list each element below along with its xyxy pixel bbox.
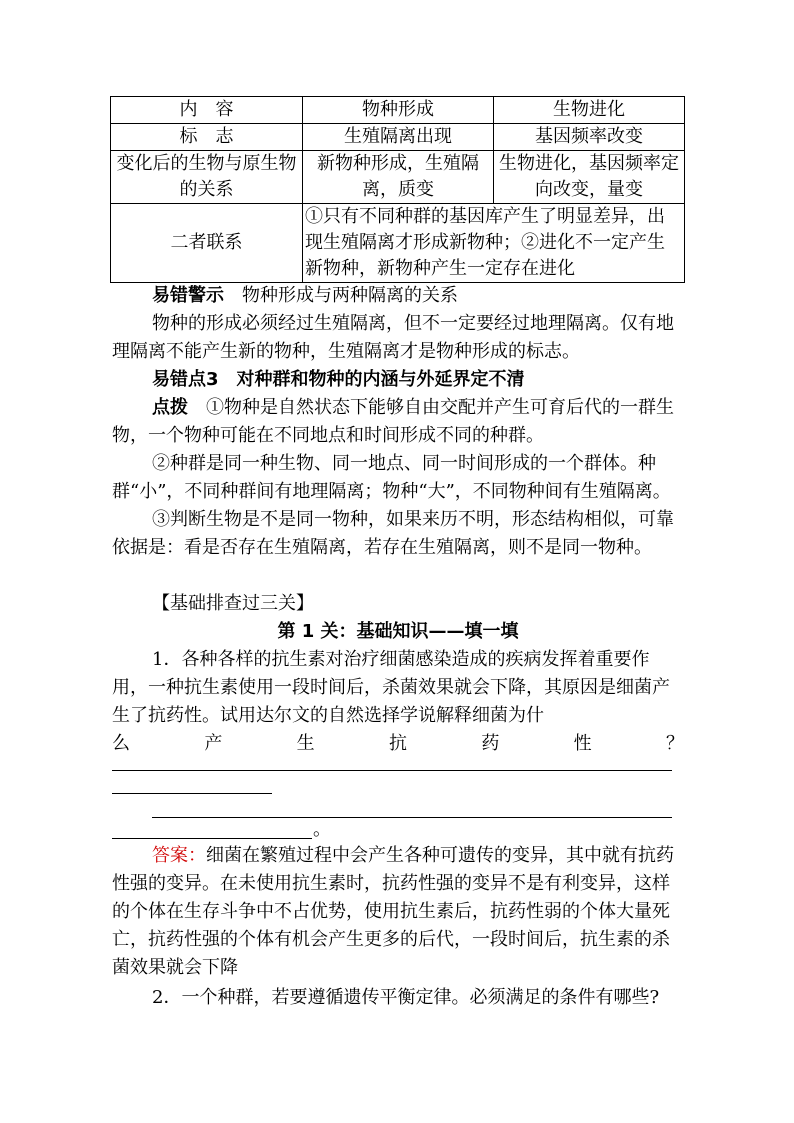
warning-body: 物种的形成必须经过生殖隔离，但不一定要经过地理隔离。仅有地理隔离不能产生新的物种，生殖隔离才是物种形成的标志。: [112, 313, 674, 362]
comparison-table: [110, 96, 685, 283]
point3-block: [112, 366, 684, 562]
table-row: [111, 124, 685, 151]
question-1-last-line: 么 产 生 抗 药 性 ？: [112, 733, 684, 754]
answer-blank-line[interactable]: [112, 838, 312, 839]
table-header-cell: 物种形成: [303, 97, 494, 124]
point3-title: 易错点3 对种群和物种的内涵与外延界定不清: [152, 369, 525, 390]
table-cell: 变化后的生物与原生物的关系: [111, 151, 303, 204]
hint-label: 点拨: [152, 397, 188, 418]
hint-paragraph-2: ②种群是同一种生物、同一地点、同一时间形成的一个群体。种群“小”，不同种群间有地理隔离；物种“大”，不同物种间有生殖隔离。: [112, 453, 671, 502]
answer-1: [112, 842, 684, 982]
table-cell: ①只有不同种群的基因库产生了明显差异，出现生殖隔离才形成新物种；②进化不一定产生新物种，新物种产生一定存在进化: [303, 204, 685, 283]
table-cell: 标 志: [111, 124, 303, 151]
answer-blank-line[interactable]: [112, 793, 272, 794]
warning-block: [112, 282, 684, 366]
question-2-text: 2．一个种群，若要遵循遗传平衡定律。必须满足的条件有哪些?: [152, 987, 660, 1008]
question-1: [112, 646, 684, 758]
answer-blank-line[interactable]: [152, 817, 672, 818]
table-cell: 生物进化，基因频率定向改变，量变: [494, 151, 685, 204]
table-cell: 基因频率改变: [494, 124, 685, 151]
answer-blank-line[interactable]: [112, 770, 672, 771]
hint-paragraph-1: ①物种是自然状态下能够自由交配并产生可育后代的一群生物，一个物种可能在不同地点和时间形成不同的种群。: [112, 397, 674, 446]
level1-title: 第 1 关：基础知识——填一填: [277, 621, 519, 642]
blank-end-mark: 。: [313, 819, 331, 840]
question-1-text: 1．各种各样的抗生素对治疗细菌感染造成的疾病发挥着重要作用，一种抗生素使用一段时间后，杀菌效果就会下降，其原因是细菌产生了抗药性。试用达尔文的自然选择学说解释细菌为什: [112, 649, 670, 726]
question-2: [112, 984, 684, 1012]
section-block: [112, 590, 684, 646]
table-cell: 生殖隔离出现: [303, 124, 494, 151]
table-header-cell: 生物进化: [494, 97, 685, 124]
hint-paragraph-3: ③判断生物是不是同一物种，如果来历不明，形态结构相似，可靠依据是：看是否存在生殖隔离，若存在生殖隔离，则不是同一物种。: [112, 509, 674, 558]
table-header-cell: 内 容: [111, 97, 303, 124]
answer-label: 答案：: [152, 845, 206, 866]
warning-title: 易错警示: [152, 285, 224, 306]
table-cell: 二者联系: [111, 204, 303, 283]
answer-text: 细菌在繁殖过程中会产生各种可遗传的变异，其中就有抗药性强的变异。在未使用抗生素时，抗药性强的变异不是有利变异，这样的个体在生存斗争中不占优势，使用抗生素后，抗药性弱的个体大量死亡，抗药性强的个体有机会产生更多的后代，一段时间后，抗生素的杀菌效果就会下降: [112, 845, 674, 978]
table-row: [111, 204, 685, 283]
table-header-row: [111, 97, 685, 124]
warning-subtitle: 物种形成与两种隔离的关系: [242, 285, 458, 306]
table-cell: 新物种形成，生殖隔离，质变: [303, 151, 494, 204]
table-row: [111, 151, 685, 204]
section-title: 【基础排查过三关】: [152, 593, 314, 614]
